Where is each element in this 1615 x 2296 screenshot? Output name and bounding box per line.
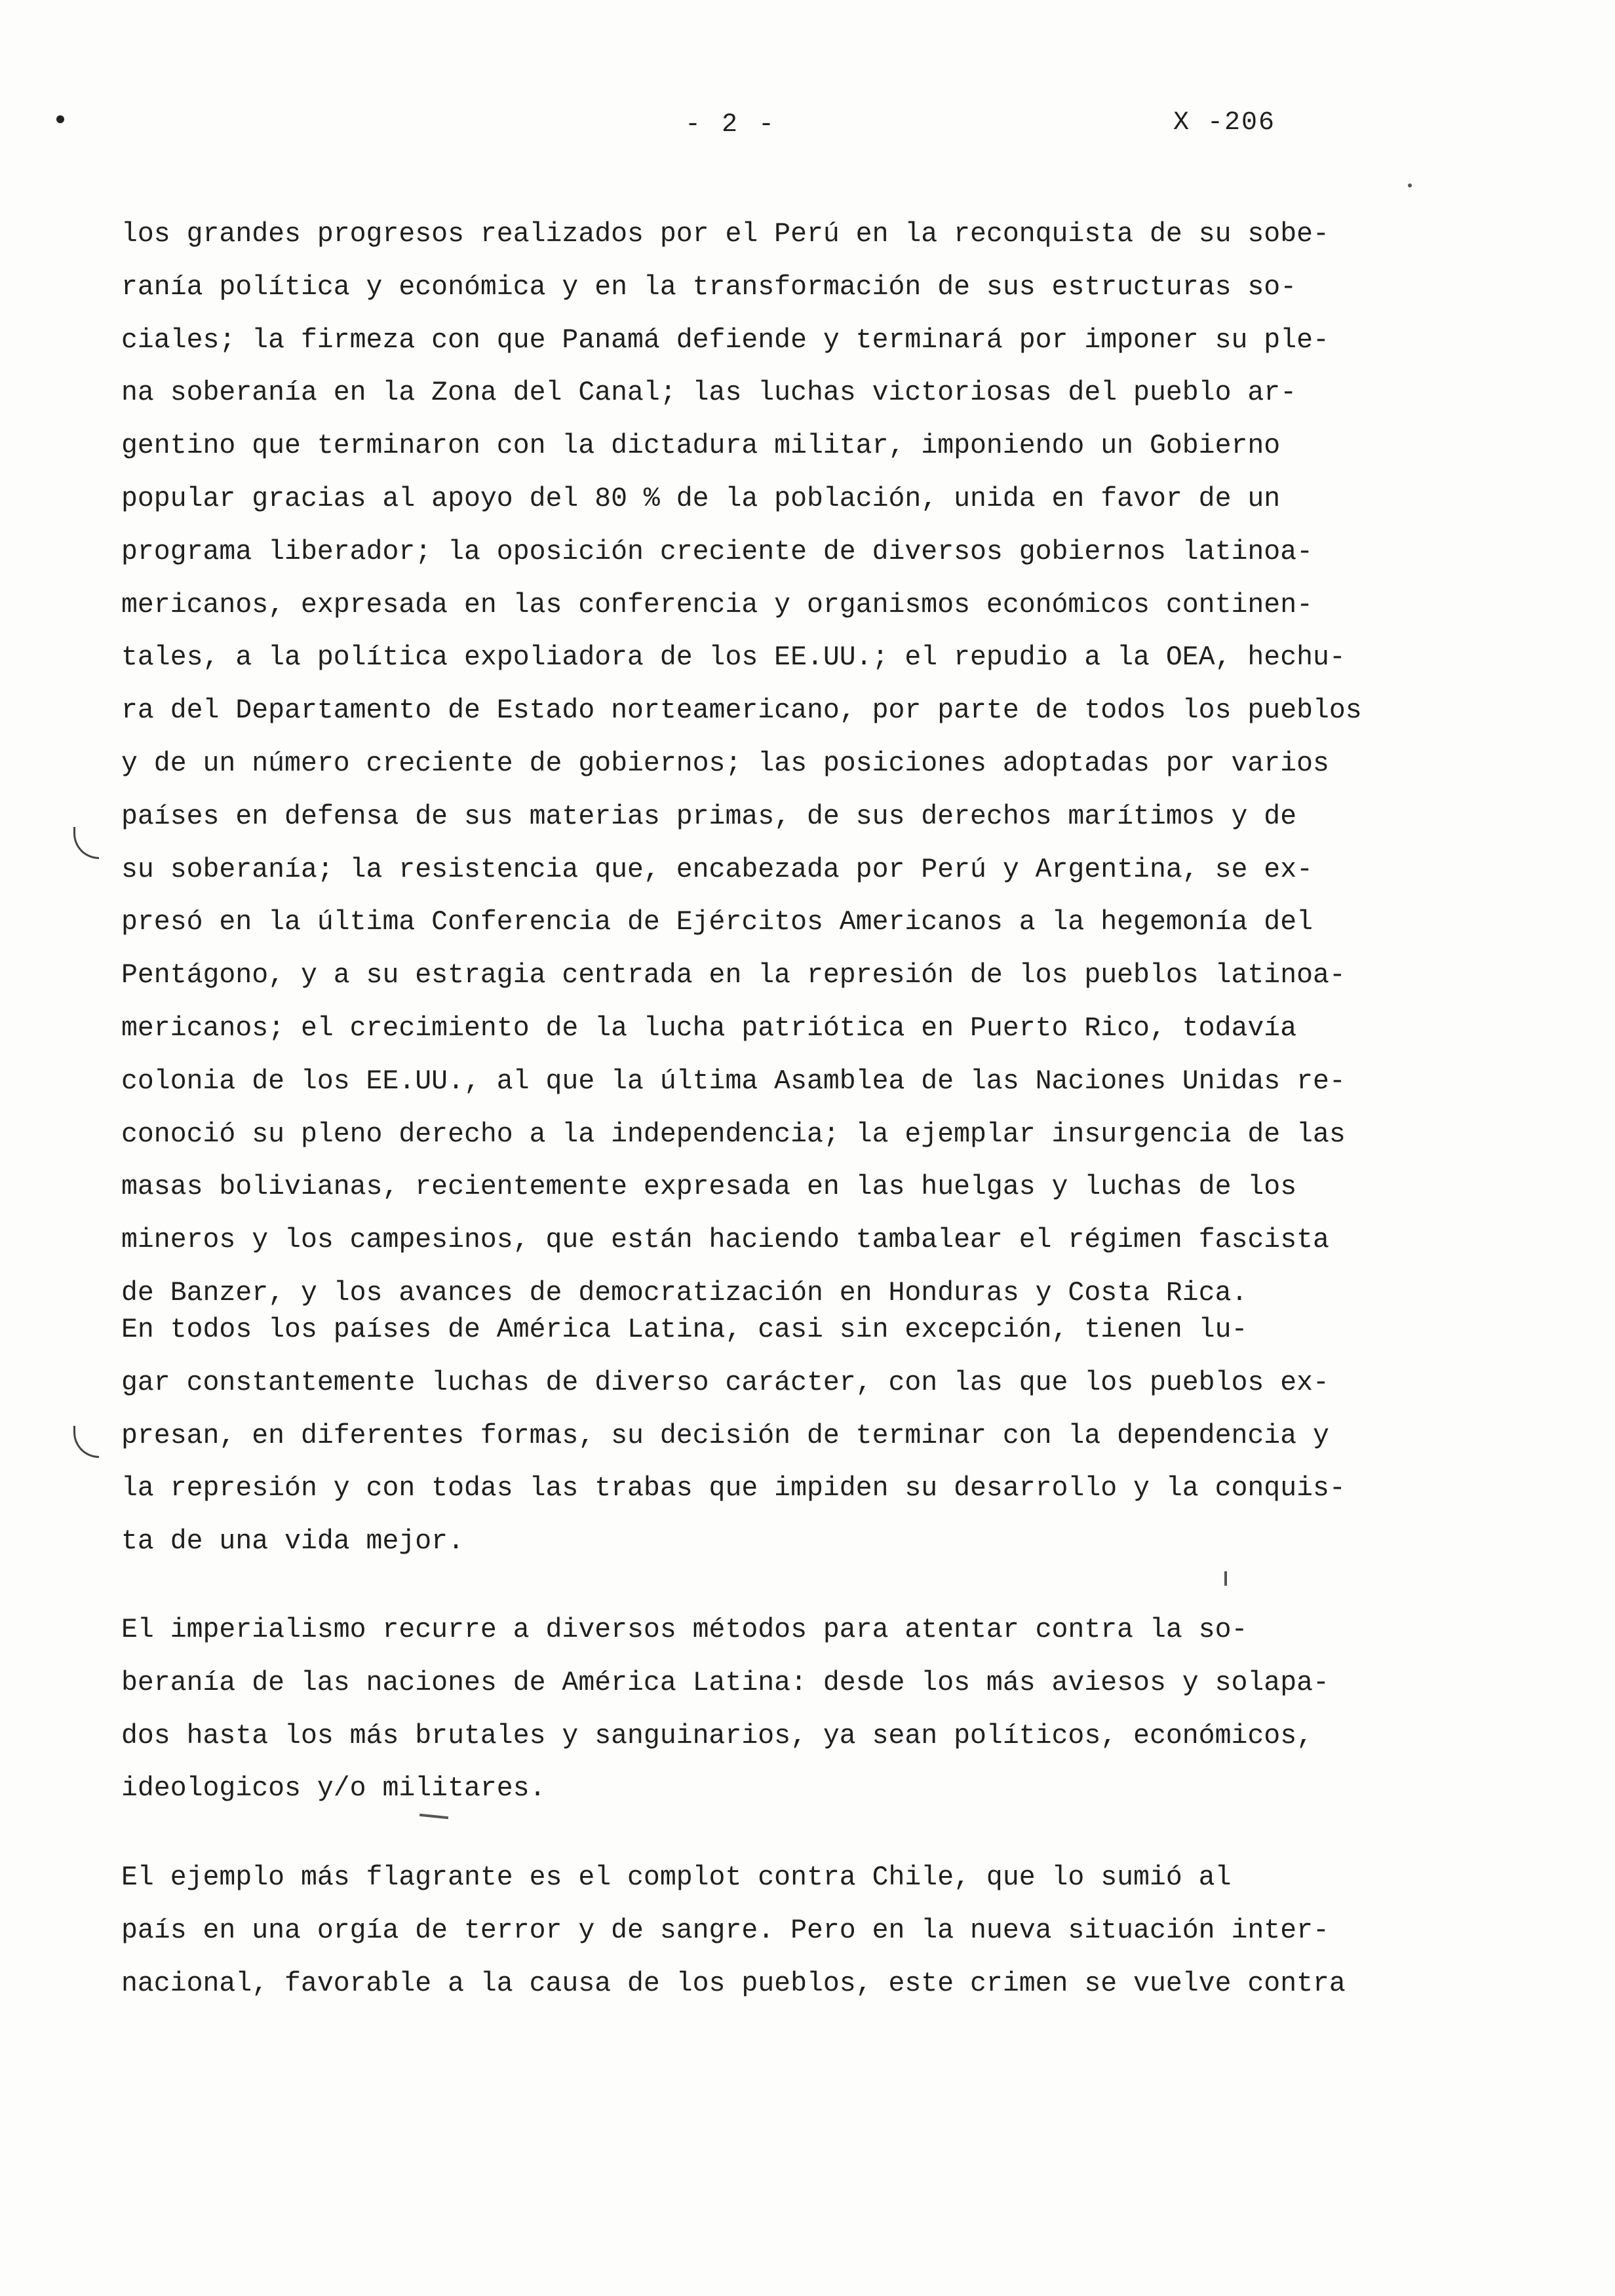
text-line: gentino que terminaron con la dictadura militar, imponiendo un Gobierno [121,430,1281,462]
text-line: colonia de los EE.UU., al que la última Asamblea de las Naciones Unidas re- [121,1065,1346,1097]
text-line: ideologicos y/o militares. [121,1773,546,1805]
text-line: su soberanía; la resistencia que, encabezada por Perú y Argentina, se ex- [121,854,1313,885]
text-line: y de un número creciente de gobiernos; las posiciones adoptadas por varios [121,748,1329,779]
text-line: mineros y los campesinos, que están haciendo tambalear el régimen fascista [121,1225,1329,1256]
text-line: En todos los países de América Latina, casi sin excepción, tienen lu- [121,1314,1248,1345]
margin-dot-mark [56,115,64,123]
text-line: países en defensa de sus materias primas, de sus derechos marítimos y de [121,801,1297,832]
text-line: masas bolivianas, recientemente expresada en las huelgas y luchas de los [121,1172,1297,1203]
text-line: El imperialismo recurre a diversos métodos para atentar contra la so- [121,1615,1248,1645]
margin-bracket-mark [73,1426,99,1458]
text-line: ta de una vida mejor. [121,1526,464,1558]
text-line: de Banzer, y los avances de democratización en Honduras y Costa Rica. [121,1277,1248,1309]
stray-ink-mark [1408,183,1412,187]
stray-ink-mark [1224,1571,1227,1586]
text-line: los grandes progresos realizados por el Perú en la reconquista de su sobe- [121,219,1329,250]
text-line: El ejemplo más flagrante es el complot contra Chile, que lo sumió al [121,1862,1232,1893]
text-line: mericanos, expresada en las conferencia y organismos económicos continen- [121,589,1313,621]
corner-smudge [105,54,236,113]
text-line: ranía política y económica y en la transformación de sus estructuras so- [121,271,1297,303]
text-line: Pentágono, y a su estragia centrada en la represión de los pueblos latinoa- [121,960,1346,991]
text-line: nacional, favorable a la causa de los pueblos, este crimen se vuelve contra [121,1968,1346,1999]
text-line: conoció su pleno derecho a la independencia; la ejemplar insurgencia de las [121,1119,1346,1150]
text-line: ciales; la firmeza con que Panamá defiende y terminará por imponer su ple- [121,324,1329,356]
text-line: presan, en diferentes formas, su decisión de terminar con la dependencia y [121,1420,1329,1451]
text-line: gar constantemente luchas de diverso carácter, con las que los pueblos ex- [121,1367,1329,1398]
text-line: ra del Departamento de Estado norteamericano, por parte de todos los pueblos [121,695,1362,727]
paragraph-2 [121,1304,1439,1569]
text-line: país en una orgía de terror y de sangre. Pero en la nueva situación inter- [121,1915,1329,1946]
text-line: mericanos; el crecimiento de la lucha patriótica en Puerto Rico, todavía [121,1012,1297,1044]
text-line: presó en la última Conferencia de Ejércitos Americanos a la hegemonía del [121,907,1313,938]
paragraph-4 [121,1852,1439,2010]
margin-bracket-mark [73,827,99,859]
paragraph-3 [121,1604,1439,1816]
text-line: tales, a la política expoliadora de los EE.UU.; el repudio a la OEA, hechu- [121,642,1346,674]
page-number: - 2 - [685,110,777,140]
text-line: la represión y con todas las trabas que impiden su desarrollo y la conquis- [121,1473,1346,1504]
paragraph-1 [121,208,1439,1320]
text-line: popular gracias al apoyo del 80 % de la población, unida en favor de un [121,483,1281,514]
text-line: dos hasta los más brutales y sanguinarios, ya sean políticos, económicos, [121,1720,1313,1751]
text-line: na soberanía en la Zona del Canal; las luchas victoriosas del pueblo ar- [121,377,1297,409]
document-number: X -206 [1173,108,1276,138]
text-line: beranía de las naciones de América Latina: desde los más aviesos y solapa- [121,1667,1329,1698]
text-line: programa liberador; la oposición creciente de diversos gobiernos latinoa- [121,536,1313,567]
